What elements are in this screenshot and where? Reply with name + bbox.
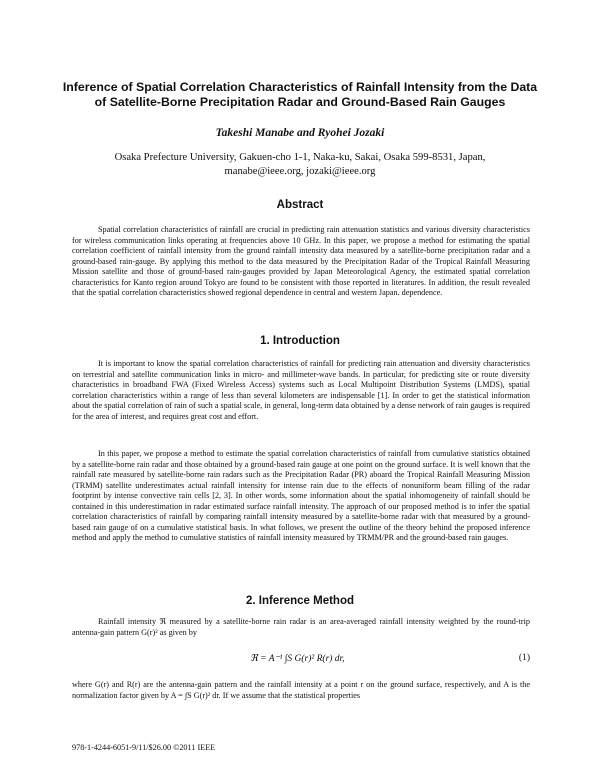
paper-title: Inference of Spatial Correlation Characteristics of Rainfall Intensity from the Data of Satellite-Borne Precipitation Radar and Ground-Based Rain Gauges [62,80,538,109]
introduction-heading: 1. Introduction [260,335,340,347]
method-paragraph-1: Rainfall intensity ℜ measured by a satellite-borne rain radar is an area-averaged rainfall intensity weighted by the round-trip antenna-gain pattern G(r)² as given by [72,617,530,637]
method-paragraph-2: where G(r) and R(r) are the antenna-gain pattern and the rainfall intensity at a point r on the ground surface, respectively, and A is the normalization factor given by A = ∫S G(r)² dr. If we assume that the statistical properties [72,680,530,700]
introduction-paragraph-1: It is important to know the spatial correlation characteristics of rainfall for predicting rain attenuation and diversity characteristics on terrestrial and satellite communication links in micro- and millimeter-wave bands. In particular, for predicting site or route diversity characteristics in broadband FWA (Fixed Wireless Access) systems such as Local Multipoint Distribution Systems (LMDS), spatial correlation characteristics within a range of less than several kilometers are indispensable [1]. In order to get the statistical information about the spatial correlation of rain of such a spatial scale, in general, long-term data obtained by a dense network of rain gauges is required for the area of interest, and requires great cost and effort. [72,359,530,421]
affiliation-emails: manabe@ieee.org, jozaki@ieee.org [224,166,376,177]
affiliation-address: Osaka Prefecture University, Gakuen-cho 1-1, Naka-ku, Sakai, Osaka 599-8531, Japan, [114,152,486,163]
abstract-heading: Abstract [276,199,324,211]
equation-1-number: (1) [518,653,530,663]
introduction-paragraph-2: In this paper, we propose a method to estimate the spatial correlation characteristics of rainfall from cumulative statistics obtained by a satellite-borne rain radar and those obtained by a ground-based rain gauge at one point on the ground surface. It is well known that the rainfall rate measured by satellite-borne rain radars such as the Precipitation Radar (PR) aboard the Tropical Rainfall Measuring Mission (TRMM) satellite underestimates actual rainfall intensity for intense rain due to the effects of nonuniform beam filling of the radar footprint by intense convective rain cells [2, 3]. In other words, some information about the spatial inhomogeneity of rainfall should be contained in this underestimation in radar estimated surface rainfall intensity. The approach of our proposed method is to infer the spatial correlation characteristics of rainfall by comparing rainfall intensity measured by a satellite-borne radar with that measured by a ground-based rain gauge of on a cumulative statistical basis. In what follows, we present the outline of the theory behind the proposed inference method and apply the method to cumulative statistics of rainfall intensity measured by TRMM/PR and the ground-based rain gauges. [72,449,530,543]
equation-1 [72,651,530,671]
paper-authors: Takeshi Manabe and Ryohei Jozaki [215,127,385,139]
copyright-footer: 978-1-4244-6051-9/11/$26.00 ©2011 IEEE [72,743,216,752]
affiliation [70,151,530,179]
method-heading: 2. Inference Method [246,595,354,607]
abstract-text: Spatial correlation characteristics of rainfall are crucial in predicting rain attenuation statistics and various diversity characteristics for wireless communication links operating at frequencies above 10 GHz. In this paper, we propose a method for estimating the spatial correlation coefficient of rainfall intensity from the ground rainfall intensity data measured by a satellite-borne precipitation radar and a ground-based rain-gauge. By applying this method to the data measured by the Precipitation Radar of the Tropical Rainfall Measuring Mission satellite and those of ground-based rain-gauges provided by Japan Meteorological Agency, the estimated spatial correlation characteristics for Kanto region around Tokyo are found to be consistent with those reported in literatures. In addition, the result revealed that the spatial correlation characteristics showed regional dependence in central and western Japan. dependence. [72,225,530,298]
equation-1-body: ℜ = A⁻¹ ∫S G(r)² R(r) dr, [250,654,345,664]
